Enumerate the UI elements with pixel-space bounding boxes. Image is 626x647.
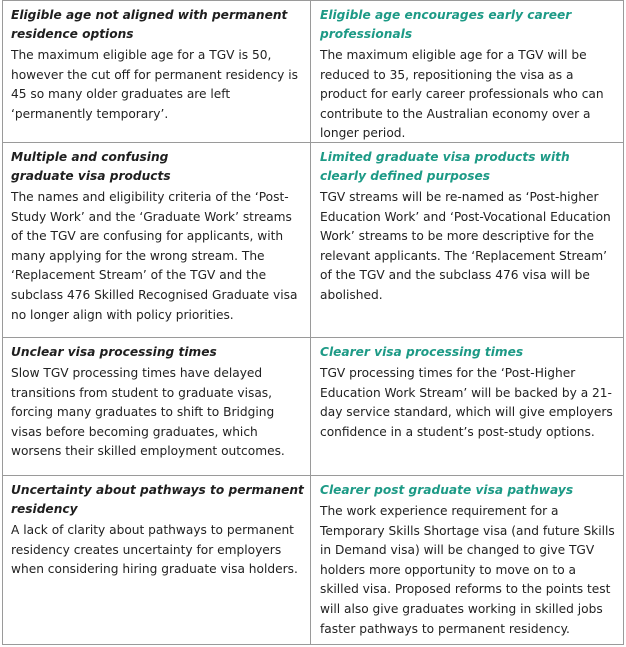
table-row (3, 0, 623, 142)
table-row (3, 142, 623, 337)
solution-text: The work experience requirement for a Temporary Skills Shortage visa (and future Skills in Demand visa) will be changed to give TGV holders more opportunity to move on to a skilled visa. Proposed reforms to the points test will also give graduates working in skilled jobs faster pathways to permanent residency. (320, 504, 615, 636)
solution-heading: Limited graduate visa products with clearly defined purposes (320, 150, 570, 183)
solution-cell (311, 1, 623, 142)
problem-heading: Multiple and confusing graduate visa products (11, 150, 171, 183)
problem-heading: Eligible age not aligned with permanent residence options (11, 8, 288, 41)
table-row (3, 475, 623, 645)
problem-text: A lack of clarity about pathways to permanent residency creates uncertainty for employers when considering hiring graduate visa holders. (11, 523, 298, 577)
problem-cell (3, 338, 311, 475)
solution-heading: Eligible age encourages early career professionals (320, 8, 572, 41)
problem-text: The names and eligibility criteria of the ‘Post-Study Work’ and the ‘Graduate Work’ streams of the TGV are confusing for applicants, with many applying for the wrong stream. The ‘Replacement Stream’ of the TGV and the subclass 476 Skilled Recognised Graduate visa no longer align with policy priorities. (11, 190, 298, 322)
solution-text: TGV processing times for the ‘Post-Higher Education Work Stream’ will be backed by a 21-day service standard, which will give employers confidence in a student’s post-study options. (320, 366, 613, 439)
solution-cell (311, 338, 623, 475)
problem-heading: Unclear visa processing times (11, 345, 217, 359)
comparison-table (2, 0, 624, 645)
solution-heading: Clearer post graduate visa pathways (320, 483, 574, 497)
problem-cell (3, 476, 311, 645)
solution-cell (311, 476, 623, 645)
problem-cell (3, 1, 311, 142)
problem-text: The maximum eligible age for a TGV is 50, however the cut off for permanent residency is 45 so many older graduates are left ‘permanently temporary’. (11, 48, 298, 121)
table-row (3, 337, 623, 475)
solution-cell (311, 143, 623, 337)
solution-heading: Clearer visa processing times (320, 345, 524, 359)
problem-text: Slow TGV processing times have delayed transitions from student to graduate visas, forcing many graduates to shift to Bridging visas before becoming graduates, which worsens their skilled employment outcomes. (11, 366, 285, 459)
solution-text: The maximum eligible age for a TGV will be reduced to 35, repositioning the visa as a product for early career professionals who can contribute to the Australian economy over a longer period. (320, 48, 604, 141)
solution-text: TGV streams will be re-named as ‘Post-higher Education Work’ and ‘Post-Vocational Education Work’ streams to be more descriptive for the relevant applicants. The ‘Replacement Stream’ of the TGV and the subclass 476 visa will be abolished. (320, 190, 611, 302)
problem-cell (3, 143, 311, 337)
problem-heading: Uncertainty about pathways to permanent residency (11, 483, 304, 516)
